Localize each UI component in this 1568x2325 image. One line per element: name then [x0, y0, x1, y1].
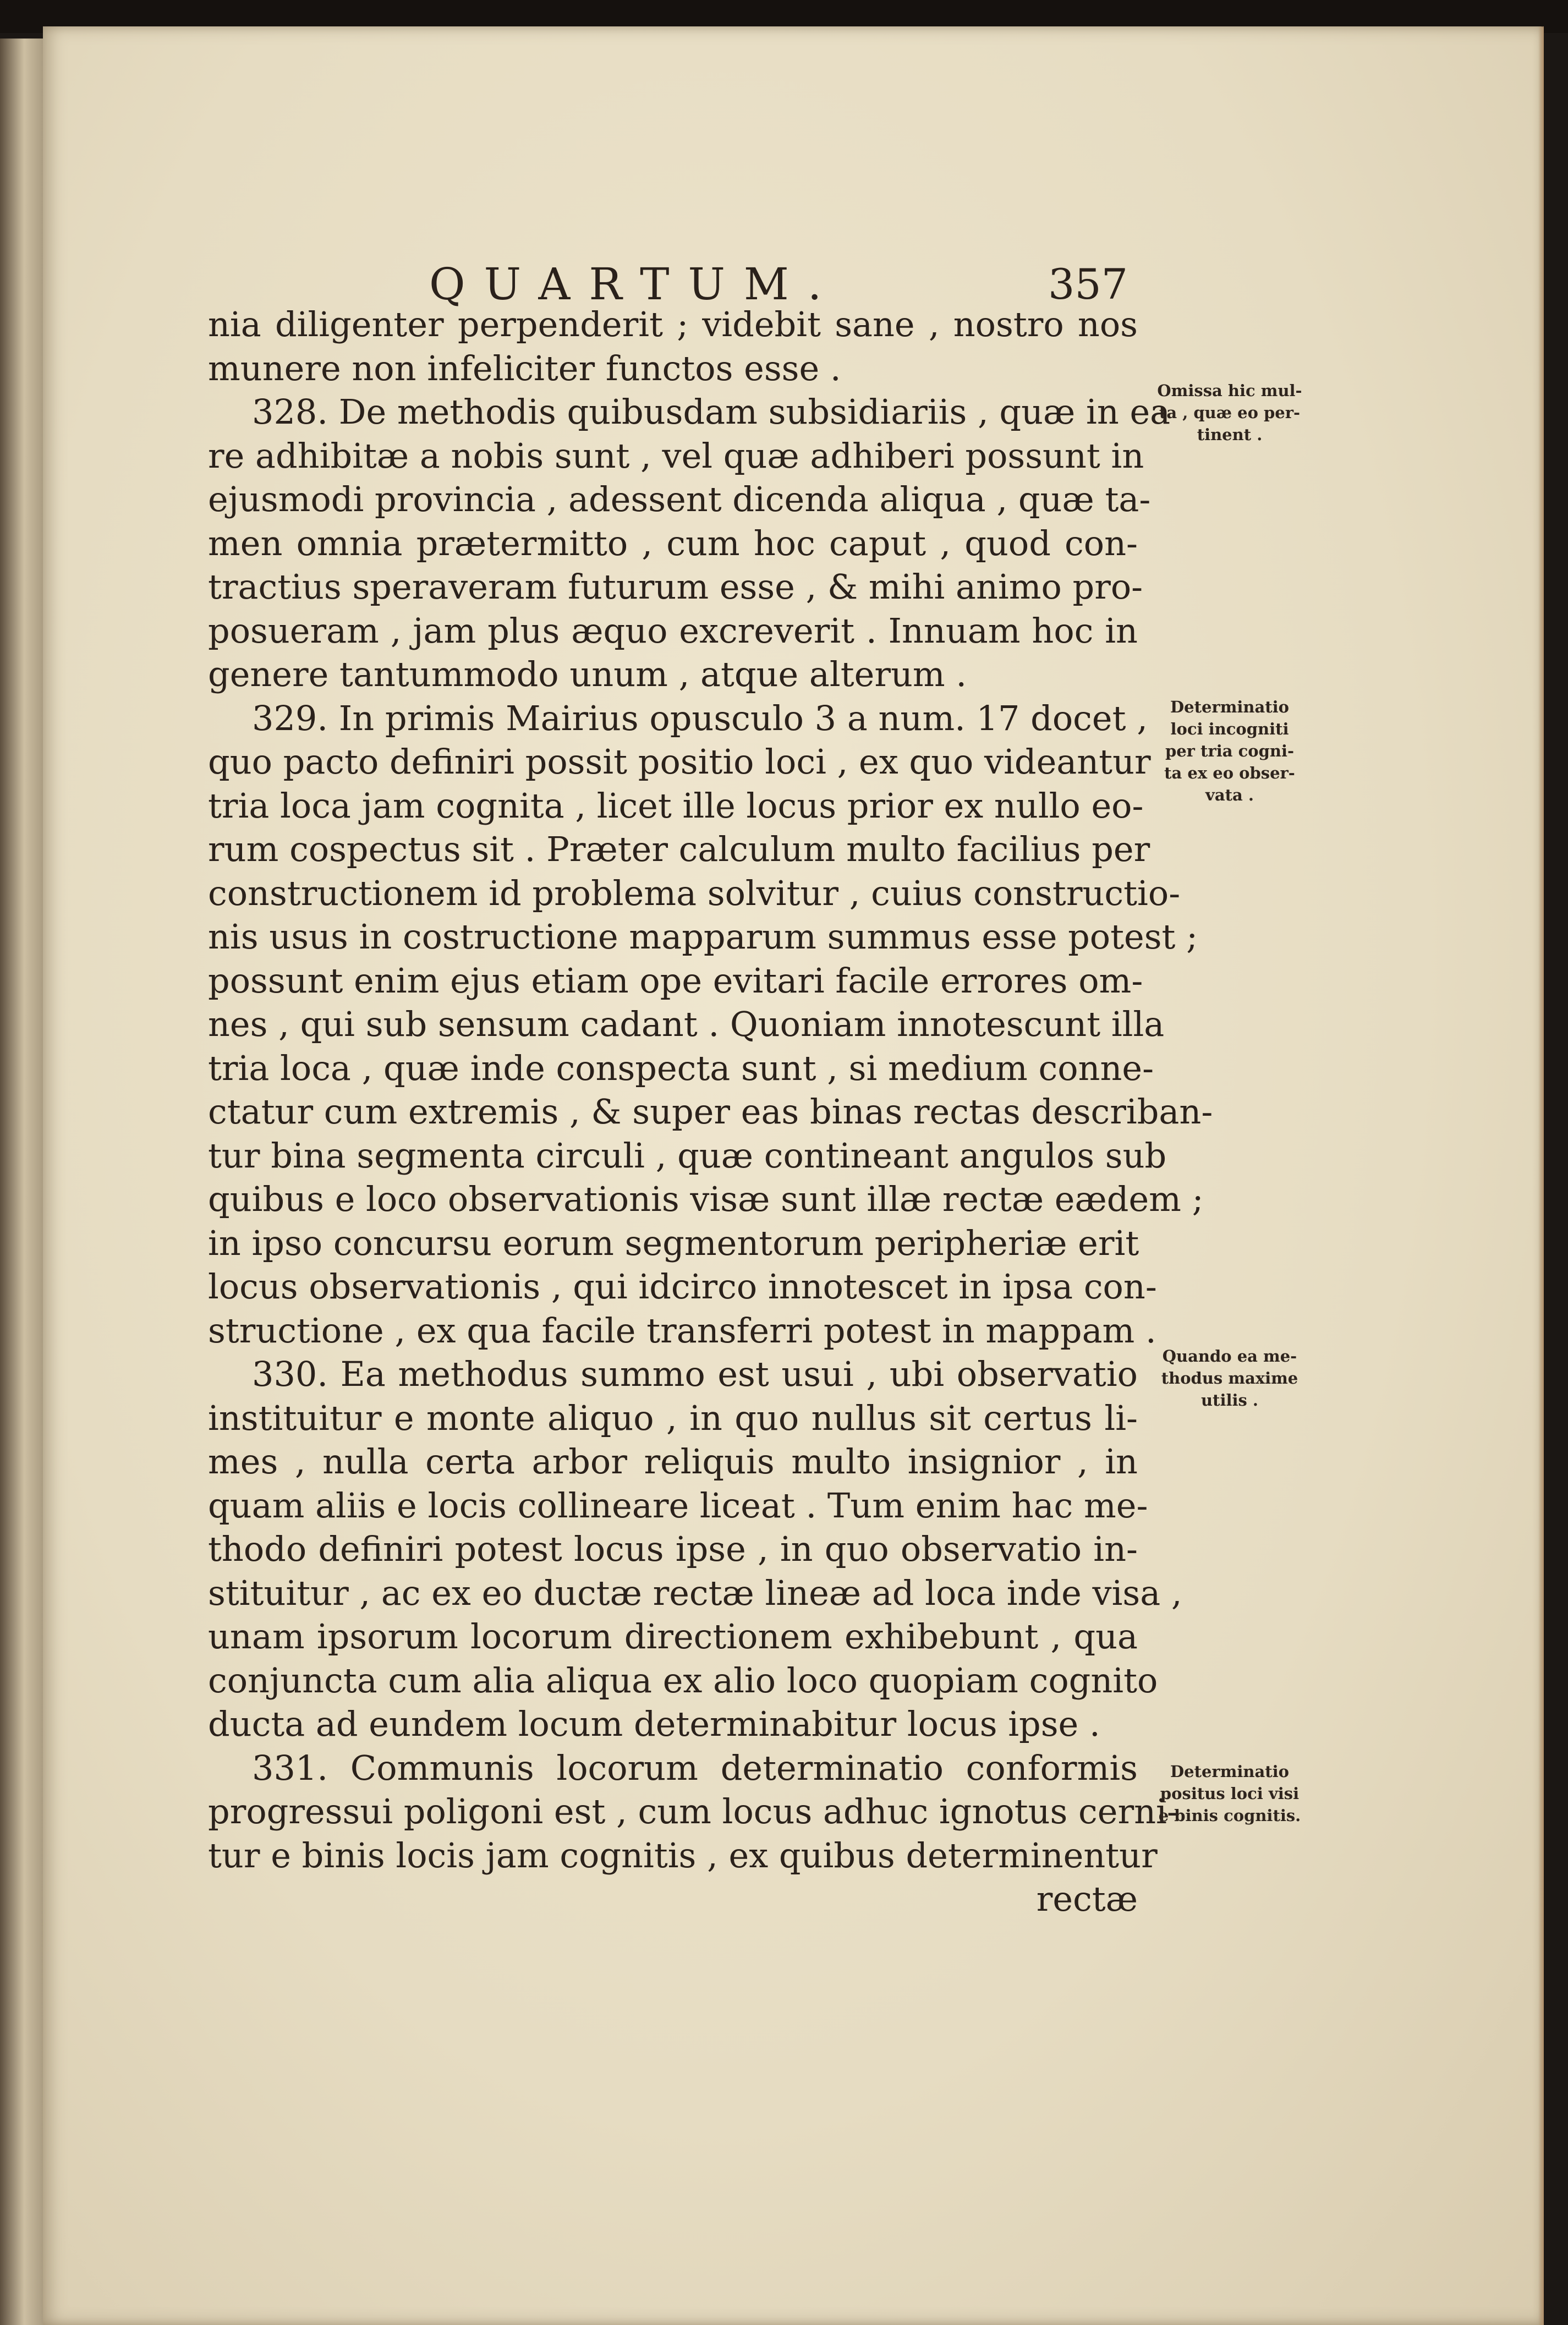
text-line: ejusmodi provincia , adessent dicenda aliqua , quæ ta- — [208, 479, 1151, 519]
text-line: tur bina segmenta circuli , quæ contineant angulos sub — [208, 1135, 1167, 1176]
text-line: constructionem id problema solvitur , cuius constructio- — [208, 873, 1181, 913]
text-line: tur e binis locis jam cognitis , ex quibus determinentur — [208, 1835, 1158, 1876]
paragraph-329-start: 329. In primis Mairius opusculo 3 a num. 17 docet , — [252, 698, 1148, 738]
text-line: tria loca , quæ inde conspecta sunt , si medium conne- — [208, 1048, 1154, 1088]
margin-note-line: e binis cognitis. — [1158, 1806, 1301, 1825]
margin-note-line: positus loci visi — [1160, 1784, 1300, 1803]
text-line: nia diligenter perpenderit ; videbit sane , nostro nos — [208, 304, 1138, 344]
margin-note-line: thodus maxime — [1161, 1369, 1298, 1388]
margin-note-omissa — [1139, 380, 1320, 446]
text-line: rum cospectus sit . Præter calculum multo facilius per — [208, 829, 1150, 869]
paragraph-330-start: 330. Ea methodus summo est usui , ubi observatio — [252, 1354, 1138, 1394]
margin-note-determinatio-loci — [1139, 696, 1320, 806]
margin-note-line: Omissa hic mul- — [1157, 381, 1302, 400]
margin-note-quando — [1139, 1345, 1320, 1411]
margin-note-line: Quando ea me- — [1162, 1347, 1297, 1366]
text-line: possunt enim ejus etiam ope evitari facile errores om- — [208, 960, 1143, 1001]
text-line: posueram , jam plus æquo excreverit . Innuam hoc in — [208, 610, 1138, 651]
paragraph-328-start: 328. De methodis quibusdam subsidiariis , quæ in ea — [252, 392, 1171, 432]
margin-note-line: Determinatio — [1170, 698, 1290, 716]
margin-note-line: tinent . — [1197, 425, 1263, 444]
page-number: 357 — [1048, 260, 1128, 309]
margin-note-line: ta ex eo obser- — [1164, 764, 1295, 782]
text-line: quibus e loco observationis visæ sunt illæ rectæ eædem ; — [208, 1179, 1204, 1219]
text-line: tria loca jam cognita , licet ille locus prior ex nullo eo- — [208, 785, 1144, 826]
text-line: men omnia prætermitto , cum hoc caput , quod con- — [208, 523, 1138, 563]
facing-page-edge — [0, 39, 44, 2325]
margin-note-line: Determinatio — [1170, 1762, 1290, 1781]
text-line: instituitur e monte aliquo , in quo nullus sit certus li- — [208, 1397, 1138, 1438]
margin-note-determinatio-positus — [1139, 1761, 1320, 1827]
margin-note-line: ta , quæ eo per- — [1159, 403, 1301, 422]
text-line: munere non infeliciter functos esse . — [208, 348, 841, 388]
text-line: progressui poligoni est , cum locus adhuc ignotus cerni- — [208, 1791, 1178, 1832]
text-line: unam ipsorum locorum directionem exhibebunt , qua — [208, 1616, 1138, 1657]
text-line: tractius speraveram futurum esse , & mihi animo pro- — [208, 567, 1143, 607]
margin-note-line: loci incogniti — [1170, 720, 1289, 738]
text-line: stituitur , ac ex eo ductæ rectæ lineæ ad loca inde visa , — [208, 1572, 1182, 1613]
text-line: in ipso concursu eorum segmentorum peripheriæ erit — [208, 1222, 1139, 1263]
text-line: ctatur cum extremis , & super eas binas rectas describan- — [208, 1092, 1213, 1132]
margin-note-line: vata . — [1205, 786, 1254, 804]
text-line: ducta ad eundem locum determinabitur locus ipse . — [208, 1704, 1100, 1744]
text-line: quam aliis e locis collineare liceat . Tum enim hac me- — [208, 1485, 1148, 1526]
text-line: nes , qui sub sensum cadant . Quoniam innotescunt illa — [208, 1004, 1165, 1044]
catchword: rectæ — [1036, 1879, 1138, 1919]
margin-note-line: per tria cogni- — [1165, 742, 1295, 760]
text-line: re adhibitæ a nobis sunt , vel quæ adhiberi possunt in — [208, 435, 1144, 476]
text-line: locus observationis , qui idcirco innotescet in ipsa con- — [208, 1266, 1157, 1307]
text-line: nis usus in costructione mapparum summus esse potest ; — [208, 917, 1198, 957]
body-text — [208, 303, 1213, 1921]
running-head: QUARTUM. — [429, 259, 841, 310]
text-line: genere tantummodo unum , atque alterum . — [208, 654, 967, 694]
text-line: conjuncta cum alia aliqua ex alio loco quopiam cognito — [208, 1660, 1158, 1701]
text-line: structione , ex qua facile transferri potest in mappam . — [208, 1310, 1156, 1351]
text-line: mes , nulla certa arbor reliquis multo insignior , in — [208, 1441, 1138, 1482]
text-line: thodo definiri potest locus ipse , in quo observatio in- — [208, 1529, 1138, 1569]
margin-note-line: utilis . — [1200, 1391, 1259, 1410]
paragraph-331-start: 331. Communis locorum determinatio conformis — [252, 1747, 1138, 1788]
text-line: quo pacto definiri possit positio loci , ex quo videantur — [208, 742, 1151, 782]
